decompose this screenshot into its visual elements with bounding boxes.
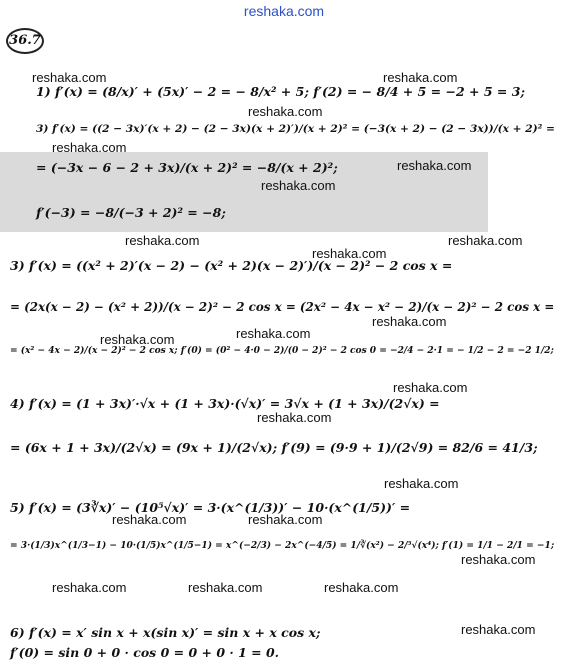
watermark: reshaka.com (52, 140, 127, 155)
solution-line-4a: 4) f′(x) = (1 + 3x)′·√x + (1 + 3x)·(√x)′ = 3√x + (1 + 3x)/(2√x) = (10, 396, 440, 411)
watermark: reshaka.com (257, 410, 332, 425)
solution-line-3d-b: = (2x(x − 2) − (x² + 2))/(x − 2)² − 2 cos x = (2x² − 4x − x² − 2)/(x − 2)² − 2 cos x = (10, 300, 555, 314)
solution-line-6a: 6) f′(x) = x′ sin x + x(sin x)′ = sin x + x cos x; (10, 625, 321, 640)
solution-line-1: 1) f′(x) = (8/x)′ + (5x)′ − 2 = − 8/x² + 5; f′(2) = − 8/4 + 5 = −2 + 5 = 3; (36, 84, 526, 99)
watermark: reshaka.com (372, 314, 447, 329)
watermark: reshaka.com (461, 622, 536, 637)
watermark: reshaka.com (248, 104, 323, 119)
watermark: reshaka.com (112, 512, 187, 527)
watermark: reshaka.com (393, 380, 468, 395)
solution-line-3d-a: 3) f′(x) = ((x² + 2)′(x − 2) − (x² + 2)(x − 2)′)/(x − 2)² − 2 cos x = (10, 258, 453, 273)
solution-line-3a: 3) f′(x) = ((2 − 3x)′(x + 2) − (2 − 3x)(x + 2)′)/(x + 2)² = (−3(x + 2) − (2 − 3x))/(x + 2)² = (36, 122, 555, 135)
watermark: reshaka.com (261, 178, 336, 193)
solution-line-3b: = (−3x − 6 − 2 + 3x)/(x + 2)² = −8/(x + 2)²; (36, 160, 338, 175)
solution-line-3c: f′(−3) = −8/(−3 + 2)² = −8; (36, 205, 226, 220)
solution-line-3d-c: = (x² − 4x − 2)/(x − 2)² − 2 cos x; f′(0) = (0² − 4·0 − 2)/(0 − 2)² − 2 cos 0 = −2/4 − 2·1 = − 1/2 − 2 = −2 1/2; (10, 346, 554, 356)
site-title[interactable]: reshaka.com (243, 3, 325, 19)
solution-line-6b: f′(0) = sin 0 + 0 · cos 0 = 0 + 0 · 1 = 0. (10, 645, 279, 660)
watermark: reshaka.com (383, 70, 458, 85)
watermark: reshaka.com (397, 158, 472, 173)
watermark: reshaka.com (188, 580, 263, 595)
watermark: reshaka.com (32, 70, 107, 85)
watermark: reshaka.com (448, 233, 523, 248)
watermark: reshaka.com (100, 332, 175, 347)
watermark: reshaka.com (52, 580, 127, 595)
watermark: reshaka.com (384, 476, 459, 491)
solution-line-5a: 5) f′(x) = (3∛x)′ − (10⁵√x)′ = 3·(x^(1/3))′ − 10·(x^(1/5))′ = (10, 500, 411, 515)
solution-line-4b: = (6x + 1 + 3x)/(2√x) = (9x + 1)/(2√x); f′(9) = (9·9 + 1)/(2√9) = 82/6 = 41/3; (10, 440, 538, 455)
watermark: reshaka.com (312, 246, 387, 261)
watermark: reshaka.com (236, 326, 311, 341)
task-number: 36.7 (6, 28, 44, 54)
watermark: reshaka.com (461, 552, 536, 567)
watermark: reshaka.com (324, 580, 399, 595)
watermark: reshaka.com (248, 512, 323, 527)
solution-line-5b: = 3·(1/3)x^(1/3−1) − 10·(1/5)x^(1/5−1) = x^(−2/3) − 2x^(−4/5) = 1/∛(x²) − 2/⁵√(x⁴); f′(1) = 1/1 − 2/1 = −1; (10, 540, 555, 551)
watermark: reshaka.com (125, 233, 200, 248)
